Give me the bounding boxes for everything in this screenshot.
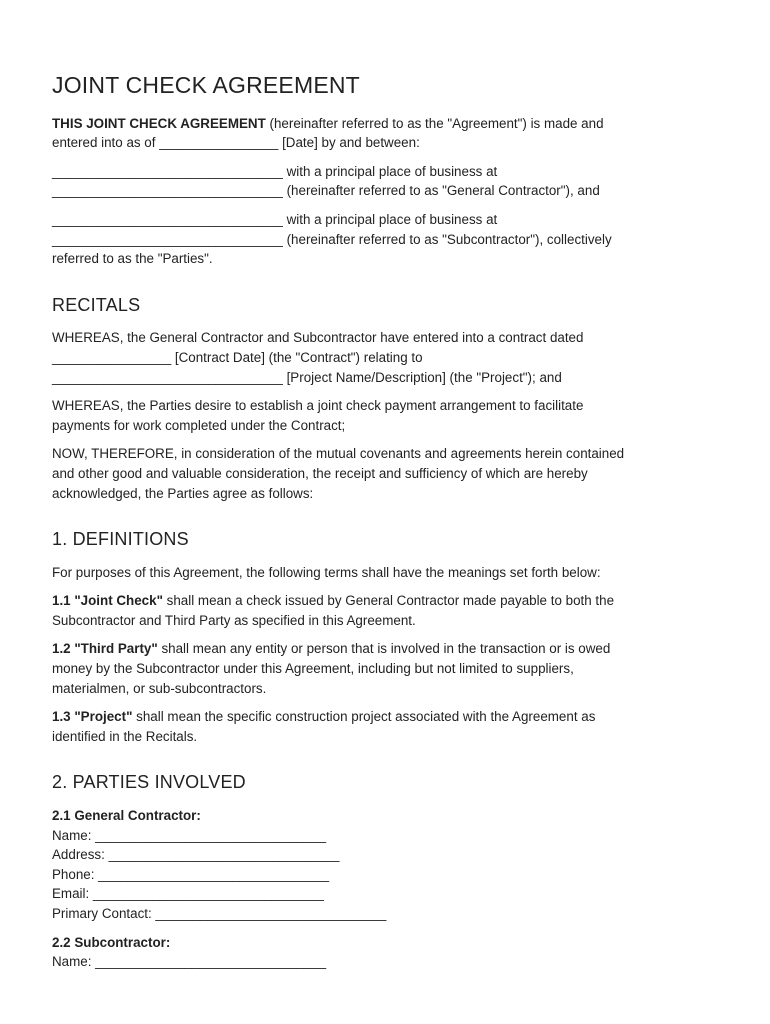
whereas2-line-2: payments for work completed under the Contract; bbox=[52, 417, 346, 433]
subcontractor-fields bbox=[52, 933, 718, 972]
definition-project bbox=[52, 707, 718, 746]
document-title: JOINT CHECK AGREEMENT bbox=[52, 72, 360, 98]
whereas-paragraph-1 bbox=[52, 328, 718, 387]
definition-1-line-1-rest: shall mean a check issued by General Contractor made payable to both the bbox=[162, 593, 615, 609]
sub-party-line-2: _______________________________ (hereinafter referred to as "Subcontractor"), collectively bbox=[52, 231, 612, 247]
definitions-intro bbox=[52, 563, 718, 583]
definition-1-line-2: Subcontractor and Third Party as specified in this Agreement. bbox=[52, 612, 416, 628]
subcontractor-party bbox=[52, 210, 718, 269]
general-contractor-party bbox=[52, 162, 718, 201]
general-contractor-subheading: 2.1 General Contractor: bbox=[52, 808, 201, 824]
definition-3-line-2: identified in the Recitals. bbox=[52, 728, 198, 744]
whereas1-line-3: _______________________________ [Project Name/Description] (the "Project"); and bbox=[52, 369, 562, 385]
sub-party-line-1: _______________________________ with a principal place of business at bbox=[52, 211, 498, 227]
definition-2-line-2: money by the Subcontractor under this Agreement, including but not limited to suppliers, bbox=[52, 661, 574, 677]
definition-1-term: 1.1 "Joint Check" bbox=[52, 593, 163, 609]
general-contractor-fields bbox=[52, 806, 718, 924]
intro-line-1-rest: (hereinafter referred to as the "Agreement") is made and bbox=[265, 115, 604, 131]
gc-address-field[interactable]: Address: _______________________________ bbox=[52, 847, 340, 863]
whereas2-line-1: WHEREAS, the Parties desire to establish a joint check payment arrangement to facilitate bbox=[52, 398, 584, 414]
definitions-heading: 1. DEFINITIONS bbox=[52, 529, 189, 550]
now-therefore-line-3: acknowledged, the Parties agree as follows: bbox=[52, 485, 314, 501]
definition-third-party bbox=[52, 639, 718, 698]
recitals-heading: RECITALS bbox=[52, 294, 141, 315]
gc-phone-field[interactable]: Phone: _______________________________ bbox=[52, 866, 330, 882]
gc-primary-contact-field[interactable]: Primary Contact: _______________________________ bbox=[52, 906, 387, 921]
definition-1-line-1 bbox=[52, 591, 718, 611]
intro-strong: THIS JOINT CHECK AGREEMENT bbox=[52, 115, 266, 131]
whereas-paragraph-2 bbox=[52, 396, 718, 435]
definition-2-line-1-rest: shall mean any entity or person that is involved in the transaction or is owed bbox=[157, 641, 611, 657]
intro-line-2: entered into as of ________________ [Date] by and between: bbox=[52, 135, 420, 151]
sub-party-line-3: referred to as the "Parties". bbox=[52, 251, 213, 267]
whereas1-line-2: ________________ [Contract Date] (the "Contract") relating to bbox=[52, 349, 423, 365]
definition-3-line-1-rest: shall mean the specific construction project associated with the Agreement as bbox=[132, 709, 596, 725]
definition-3-term: 1.3 "Project" bbox=[52, 709, 133, 725]
definition-2-line-3: materialmen, or sub-subcontractors. bbox=[52, 680, 267, 696]
subcontractor-subheading: 2.2 Subcontractor: bbox=[52, 934, 171, 950]
definitions-intro-line: For purposes of this Agreement, the following terms shall have the meanings set forth below: bbox=[52, 564, 601, 580]
gc-party-line-1: _______________________________ with a principal place of business at bbox=[52, 163, 498, 179]
intro-line-1 bbox=[52, 114, 718, 134]
definition-2-line-1 bbox=[52, 639, 718, 659]
gc-name-field[interactable]: Name: _______________________________ bbox=[52, 827, 327, 843]
gc-party-line-2: _______________________________ (hereinafter referred to as "General Contractor"), and bbox=[52, 183, 600, 199]
definition-2-term: 1.2 "Third Party" bbox=[52, 641, 158, 657]
definition-joint-check bbox=[52, 591, 718, 630]
now-therefore-paragraph bbox=[52, 444, 718, 503]
sub-name-field[interactable]: Name: _______________________________ bbox=[52, 954, 327, 970]
now-therefore-line-2: and other good and valuable consideration, the receipt and sufficiency of which are hereby bbox=[52, 465, 588, 481]
gc-email-field[interactable]: Email: _______________________________ bbox=[52, 886, 324, 902]
definition-3-line-1 bbox=[52, 707, 718, 727]
parties-involved-heading: 2. PARTIES INVOLVED bbox=[52, 772, 246, 793]
whereas1-line-1: WHEREAS, the General Contractor and Subcontractor have entered into a contract dated bbox=[52, 330, 584, 346]
now-therefore-line-1: NOW, THEREFORE, in consideration of the mutual covenants and agreements herein contained bbox=[52, 446, 625, 462]
intro-paragraph bbox=[52, 114, 718, 153]
